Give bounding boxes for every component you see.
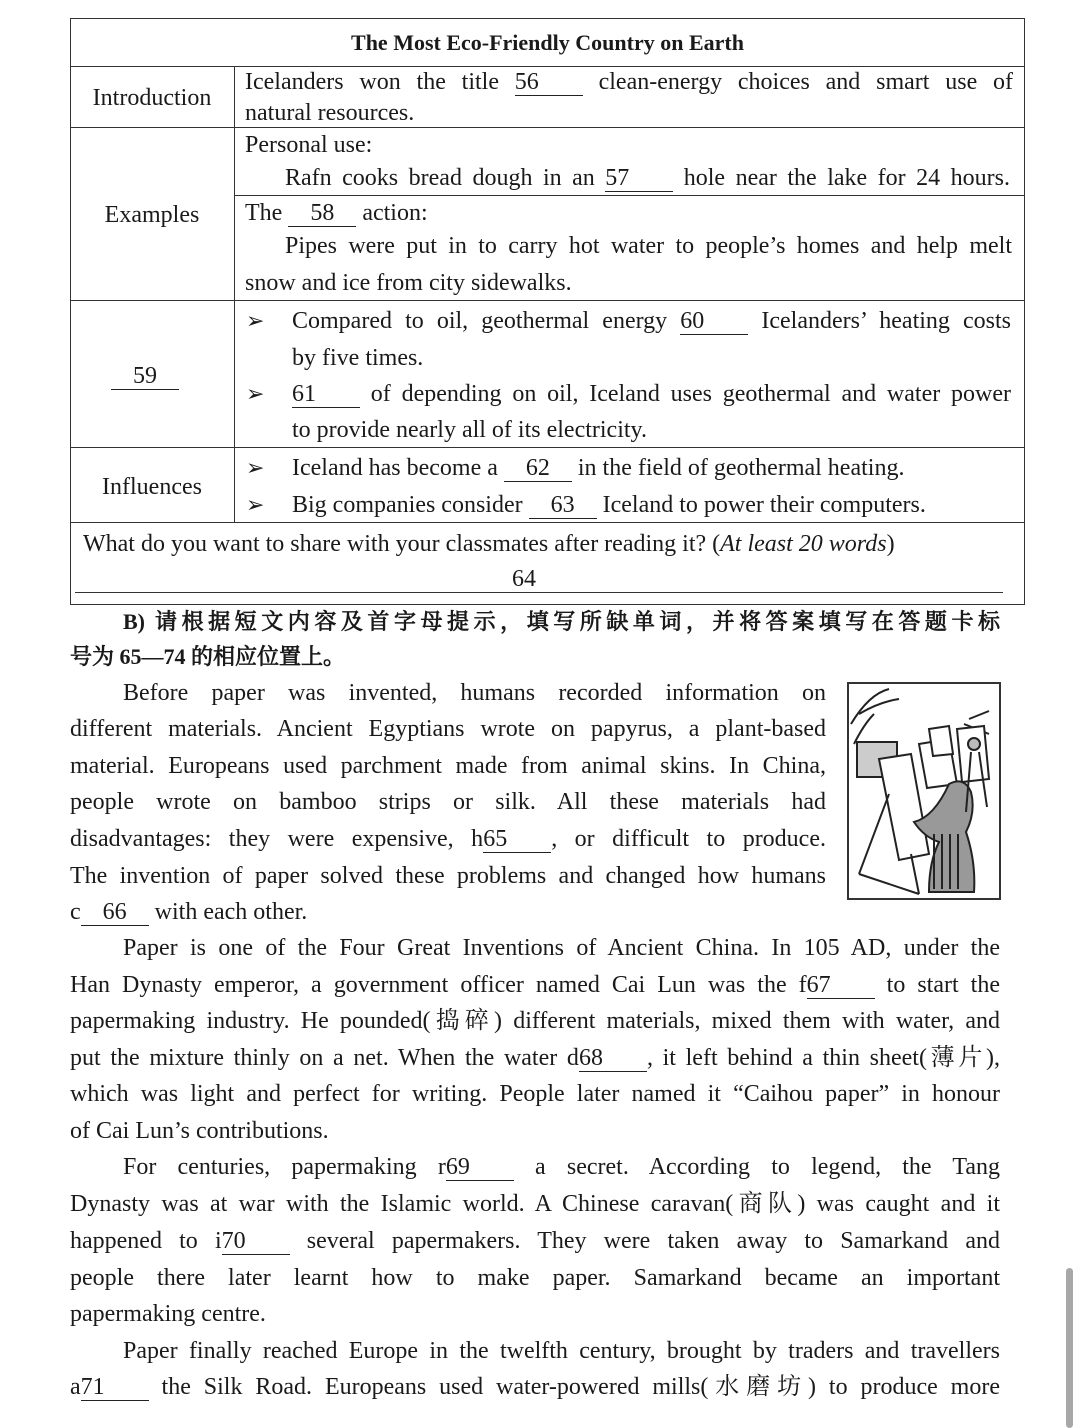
text: material. Europeans used parchment made from animal skins. In China, (70, 753, 826, 779)
scrollbar-thumb[interactable] (1066, 1268, 1073, 1428)
text: 64 (512, 566, 536, 592)
cell-line (245, 95, 414, 131)
passage-line (70, 1223, 1000, 1259)
passage-line (70, 821, 826, 857)
cell-line (292, 303, 1011, 339)
word-limit: At least 20 words (720, 531, 887, 557)
passage-line (70, 1186, 1000, 1222)
table-border (70, 18, 1025, 19)
passage-line (70, 748, 826, 784)
text: Icelanders’ heating costs (748, 308, 1011, 334)
blank-65[interactable]: 65 (483, 826, 551, 853)
blank-69[interactable]: 69 (446, 1154, 514, 1181)
passage-line (123, 930, 1000, 966)
text: to provide nearly all of its electricity. (292, 417, 647, 443)
text: action: (356, 200, 428, 226)
row-label-introduction (70, 80, 234, 116)
passage-line (70, 711, 826, 747)
text: the Silk Road. Europeans used water-powered mills(水磨坊) to produce more (148, 1374, 1000, 1400)
table-column-divider (234, 66, 235, 522)
cell-line (292, 340, 423, 376)
text: Big companies consider (292, 492, 529, 518)
passage-line (70, 1003, 1000, 1039)
blank-62[interactable]: 62 (504, 455, 572, 482)
text: Paper is one of the Four Great Inventions of Ancient China. In 105 AD, under the (123, 935, 1000, 961)
text: 号为 65—74 的相应位置上。 (70, 644, 346, 669)
cell-line (285, 228, 1012, 264)
text: a secret. According to legend, the Tang (513, 1154, 1000, 1180)
blank-67[interactable]: 67 (807, 972, 875, 999)
passage-line (70, 894, 307, 930)
row-label-59 (70, 358, 220, 394)
text: people there later learnt how to make paper. Samarkand became an important (70, 1265, 1000, 1291)
cell-line (245, 127, 372, 163)
text: disadvantages: they were expensive, h (70, 826, 484, 852)
blank-59[interactable]: 59 (111, 363, 179, 390)
text: clean-energy choices and smart use of (582, 69, 1014, 95)
passage-line (70, 1369, 1000, 1405)
text: The (245, 200, 289, 226)
arrowhead-bullet-icon: ➢ (246, 492, 265, 517)
text: Dynasty was at war with the Islamic world. A Chinese caravan(商队) was caught and it (70, 1191, 1000, 1217)
text: Examples (104, 202, 200, 228)
text: Influences (102, 474, 202, 500)
papermaking-illustration (847, 682, 1001, 900)
passage-line (70, 1076, 1000, 1112)
text: , or difficult to produce. (551, 826, 826, 852)
text: several papermakers. They were taken away to Samarkand and (289, 1228, 1000, 1254)
text: Pipes were put in to carry hot water to people’s homes and help melt (285, 233, 1012, 259)
cell-line (285, 160, 1010, 196)
arrowhead-bullet-icon: ➢ (246, 308, 265, 333)
instructions-line (123, 604, 1000, 640)
passage-line (70, 784, 826, 820)
text: natural resources. (245, 100, 415, 126)
text: What do you want to share with your classmates after reading it? ( (83, 531, 721, 557)
passage-line (70, 967, 1000, 1003)
blank-61[interactable]: 61 (292, 381, 360, 408)
row-label-examples (70, 197, 234, 233)
passage-line (123, 1149, 1000, 1185)
text: c (70, 899, 81, 925)
blank-58[interactable]: 58 (288, 200, 356, 227)
text: to start the (874, 972, 1001, 998)
text: a (70, 1374, 81, 1400)
passage-line (70, 1040, 1000, 1076)
text: Rafn cooks bread dough in an (285, 165, 606, 191)
text: Iceland has become a (292, 455, 504, 481)
text: Introduction (92, 85, 212, 111)
text: of depending on oil, Iceland uses geothermal and water power (360, 381, 1011, 407)
blank-60[interactable]: 60 (680, 308, 748, 335)
passage-line (123, 1333, 1000, 1369)
text: For centuries, papermaking r (123, 1154, 446, 1180)
text: snow and ice from city sidewalks. (245, 270, 572, 296)
papermaking-illustration-icon (849, 684, 999, 898)
text: which was light and perfect for writing. People later named it “Caihou paper” in honour (70, 1081, 1000, 1107)
passage-line (123, 675, 826, 711)
cell-line (245, 265, 572, 301)
instructions-line (70, 639, 345, 675)
text: Han Dynasty emperor, a government officer named Cai Lun was the f (70, 972, 807, 998)
passage-line (70, 1296, 266, 1332)
table-border (1024, 18, 1025, 604)
passage-line (70, 1113, 329, 1149)
passage-line (70, 858, 826, 894)
text: Iceland to power their computers. (596, 492, 926, 518)
text: papermaking industry. He pounded(捣碎) different materials, mixed them with water, and (70, 1008, 1000, 1034)
text: happened to i (70, 1228, 222, 1254)
blank-57[interactable]: 57 (605, 165, 673, 192)
blank-68[interactable]: 68 (579, 1045, 647, 1072)
cell-line (292, 487, 926, 523)
passage-line (70, 1260, 1000, 1296)
text: papermaking centre. (70, 1301, 266, 1327)
arrowhead-bullet-icon: ➢ (246, 455, 265, 480)
arrowhead-bullet-icon: ➢ (246, 381, 265, 406)
cell-line (292, 450, 904, 486)
text: in the field of geothermal heating. (571, 455, 905, 481)
text: ) (886, 531, 895, 557)
row-label-influences (70, 469, 234, 505)
cell-line (245, 195, 428, 231)
text: hole near the lake for 24 hours. (673, 165, 1010, 191)
blank-63[interactable]: 63 (529, 492, 597, 519)
text: Compared to oil, geothermal energy (292, 308, 681, 334)
blank-70[interactable]: 70 (222, 1228, 290, 1255)
text: The invention of paper solved these problems and changed how humans (70, 863, 826, 889)
text: Paper finally reached Europe in the twelfth century, brought by traders and travellers (123, 1338, 1000, 1364)
question-prompt (83, 526, 895, 562)
text: , it left behind a thin sheet(薄片), (646, 1045, 1001, 1071)
table-divider (70, 127, 1025, 128)
text: The Most Eco-Friendly Country on Earth (351, 30, 744, 55)
answer-64-label (70, 561, 978, 597)
text: B) 请根据短文内容及首字母提示，填写所缺单词，并将答案填写在答题卡标 (123, 609, 1000, 634)
text: Personal use: (245, 132, 373, 158)
cell-line (292, 412, 647, 448)
table-title (70, 25, 1025, 61)
blank-71[interactable]: 71 (81, 1374, 149, 1401)
blank-56[interactable]: 56 (515, 69, 583, 96)
text: with each other. (148, 899, 308, 925)
cell-line (292, 376, 1011, 412)
text: people wrote on bamboo strips or silk. All these materials had (70, 789, 826, 815)
text: different materials. Ancient Egyptians wrote on papyrus, a plant-based (70, 716, 826, 742)
text: by five times. (292, 345, 424, 371)
text: Before paper was invented, humans recorded information on (123, 680, 826, 706)
text: put the mixture thinly on a net. When the water d (70, 1045, 579, 1071)
text: Icelanders won the title (245, 69, 515, 95)
blank-66[interactable]: 66 (81, 899, 149, 926)
text: of Cai Lun’s contributions. (70, 1118, 329, 1144)
